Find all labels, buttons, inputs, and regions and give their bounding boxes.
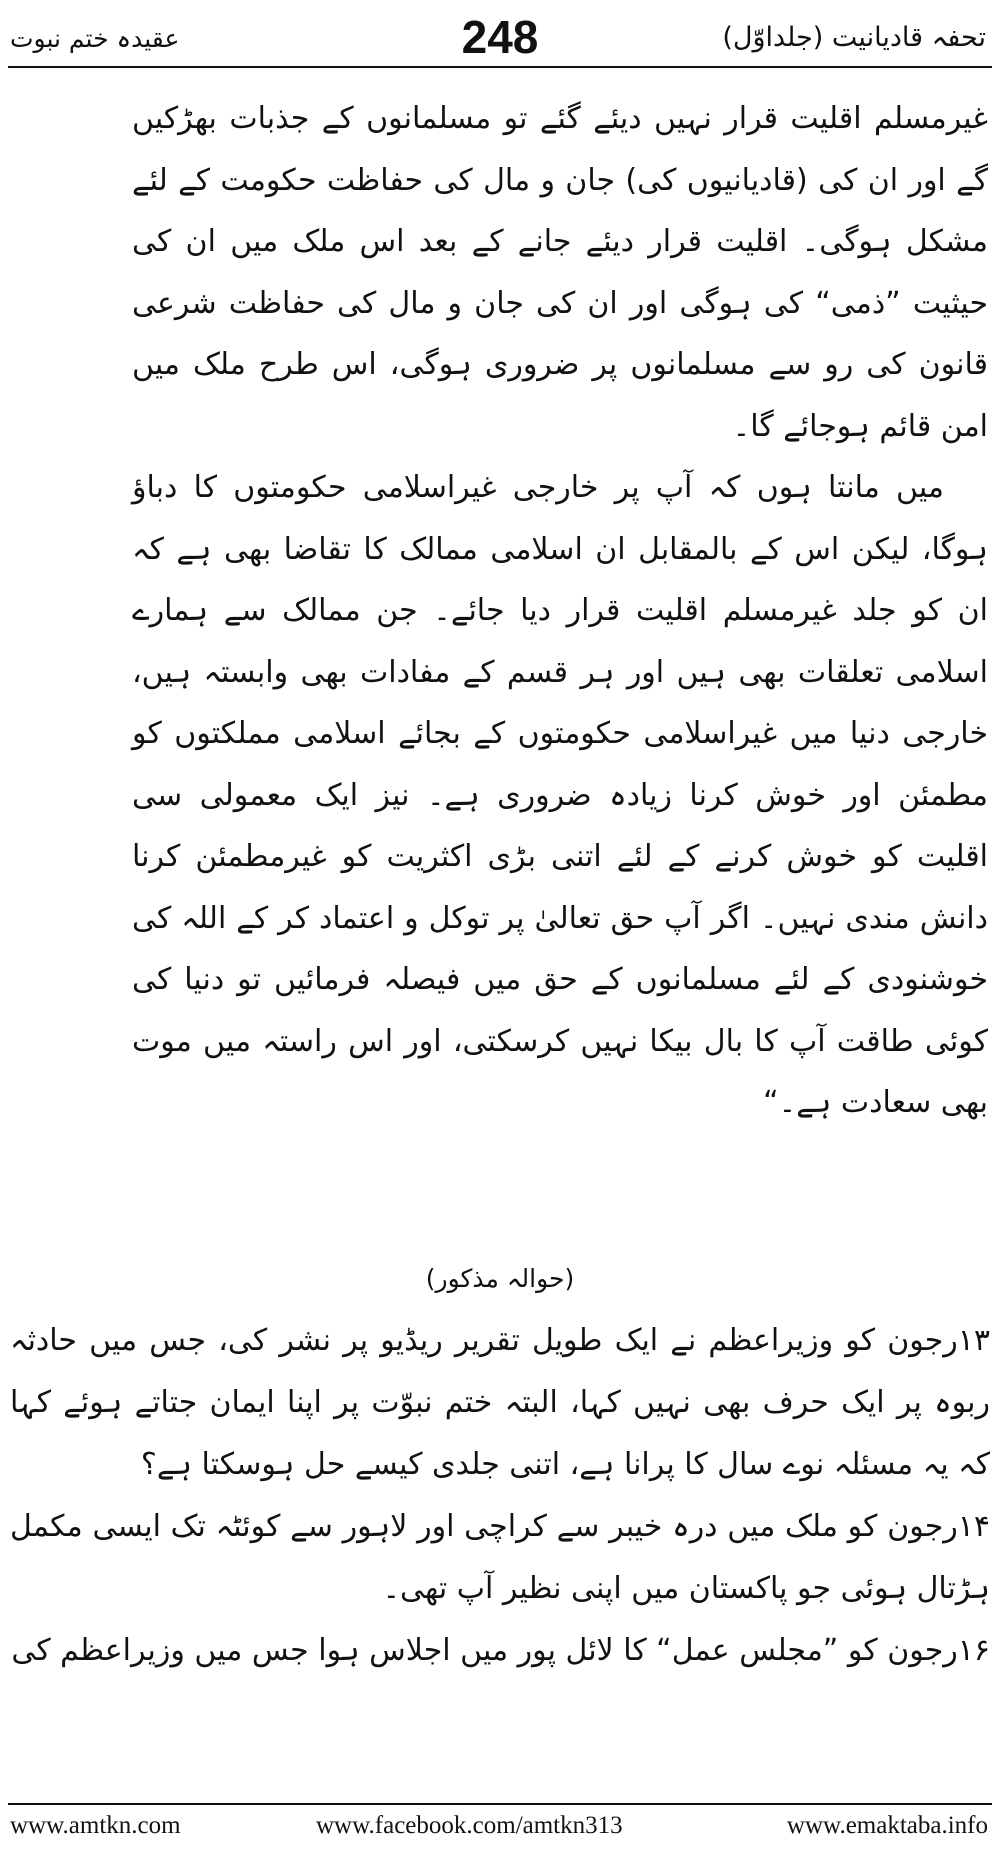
- book-title: تحفہ قادیانیت (جلداوّل): [722, 22, 986, 53]
- quoted-passage: [132, 88, 988, 1134]
- footer-link-emaktaba[interactable]: www.emaktaba.info: [786, 1812, 988, 1839]
- footer-divider: [8, 1803, 992, 1805]
- footer-link-facebook[interactable]: www.facebook.com/amtkn313: [316, 1812, 623, 1839]
- reference-note: (حوالہ مذکور): [425, 1264, 575, 1293]
- footer-link-amtkn[interactable]: www.amtkn.com: [10, 1812, 181, 1839]
- entry-13-june: ۱۳رجون کو وزیراعظم نے ایک طویل تقریر ریڈیو پر نشر کی، جس میں حادثہ ربوہ پر ایک حرف بھی نہیں کہا، البتہ ختم نبوّت پر اپنا ایمان جتاتے ہوئے کہا کہ یہ مسئلہ نوے سال کا پرانا ہے، اتنی جلدی کیسے حل ہوسکتا ہے؟: [10, 1323, 990, 1482]
- section-title: عقیدہ ختم نبوت: [10, 24, 180, 53]
- page-header: [0, 8, 1000, 70]
- quote-paragraph-2: میں مانتا ہوں کہ آپ پر خارجی غیراسلامی حکومتوں کا دباؤ ہوگا، لیکن اس کے بالمقابل ان اسلامی ممالک کا تقاضا بھی ہے کہ ان کو جلد غیرمسلم اقلیت قرار دیا جائے۔ جن ممالک سے ہمارے اسلامی تعلقات بھی ہیں اور ہر قسم کے مفادات بھی وابستہ ہیں، خارجی دنیا میں غیراسلامی حکومتوں کے بجائے اسلامی مملکتوں کو مطمئن اور خوش کرنا زیادہ ضروری ہے۔ نیز ایک معمولی سی اقلیت کو خوش کرنے کے لئے اتنی بڑی اکثریت کو غیرمطمئن کرنا دانش مندی نہیں۔ اگر آپ حق تعالیٰ پر توکل و اعتماد کر کے اللہ کی خوشنودی کے لئے مسلمانوں کے حق میں فیصلہ فرمائیں تو دنیا کی کوئی طاقت آپ کا بال بیکا نہیں کرسکتی، اور اس راستہ میں موت بھی سعادت ہے۔“: [132, 470, 988, 1120]
- dated-entries: [10, 1310, 990, 1682]
- page-footer: [0, 1812, 1000, 1846]
- header-divider: [8, 66, 992, 68]
- page-number: 248: [461, 11, 539, 63]
- quote-paragraph-1: غیرمسلم اقلیت قرار نہیں دیئے گئے تو مسلمانوں کے جذبات بھڑکیں گے اور ان کی (قادیانیوں کی) جان و مال کی حفاظت حکومت کے لئے مشکل ہوگی۔ اقلیت قرار دیئے جانے کے بعد اس ملک میں ان کی حیثیت ”ذمی“ کی ہوگی اور ان کی جان و مال کی حفاظت شرعی قانون کی رو سے مسلمانوں پر ضروری ہوگی، اس طرح ملک میں امن قائم ہوجائے گا۔: [132, 101, 988, 444]
- entry-14-june: ۱۴رجون کو ملک میں درہ خیبر سے کراچی اور لاہور سے کوئٹہ تک ایسی مکمل ہڑتال ہوئی جو پاکستان میں اپنی نظیر آپ تھی۔: [10, 1509, 990, 1606]
- entry-16-june: ۱۶رجون کو ”مجلس عمل“ کا لائل پور میں اجلاس ہوا جس میں وزیراعظم کی: [11, 1633, 990, 1668]
